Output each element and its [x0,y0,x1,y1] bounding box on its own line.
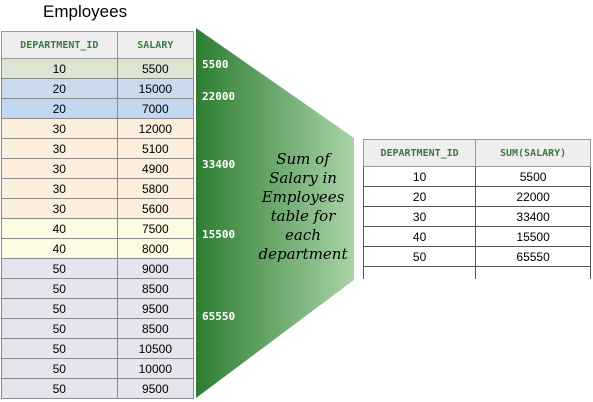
employees-cell-department-id: 20 [2,99,118,119]
arrow-total-dept-10: 5500 [202,58,229,71]
employees-cell-department-id: 50 [2,279,118,299]
employees-row [2,59,194,79]
employees-cell-salary: 8500 [117,279,193,299]
employees-cell-salary: 5600 [117,199,193,219]
employees-row [2,259,194,279]
employees-row [2,219,194,239]
arrow-caption-line: table for [270,207,336,225]
summary-header-department-id: DEPARTMENT_ID [364,140,476,167]
summary-header-row [364,140,591,167]
employees-cell-department-id: 30 [2,199,118,219]
employees-title: Employees [43,2,128,21]
employees-row [2,179,194,199]
arrow-total-dept-20: 22000 [202,90,236,103]
employees-row [2,139,194,159]
employees-cell-salary: 9000 [117,259,193,279]
summary-cell-department-id: 30 [364,207,476,227]
employees-cell-department-id: 20 [2,79,118,99]
employees-cell-salary: 5500 [117,59,193,79]
employees-cell-department-id: 50 [2,319,118,339]
employees-row [2,79,194,99]
employees-table [1,31,194,399]
employees-row [2,319,194,339]
employees-cell-salary: 9500 [117,299,193,319]
employees-row [2,339,194,359]
summary-row [364,207,591,227]
employees-cell-department-id: 40 [2,219,118,239]
summary-table [363,139,591,279]
employees-header-department-id: DEPARTMENT_ID [2,32,118,59]
employees-cell-department-id: 50 [2,379,118,399]
employees-header-row [2,32,194,59]
summary-empty-row [364,267,591,280]
employees-cell-salary: 9500 [117,379,193,399]
summary-header-sum-salary: SUM(SALARY) [476,140,591,167]
employees-row [2,199,194,219]
employees-cell-salary: 7000 [117,99,193,119]
aggregation-arrow [196,28,356,400]
summary-row [364,227,591,247]
employees-cell-salary: 4900 [117,159,193,179]
employees-cell-salary: 8500 [117,319,193,339]
arrow-total-dept-50: 65550 [202,310,236,323]
summary-cell-department-id: 40 [364,227,476,247]
arrow-caption-line: department [258,245,348,263]
summary-cell-sum-salary: 15500 [476,227,591,247]
employees-cell-department-id: 30 [2,139,118,159]
summary-cell-sum-salary: 33400 [476,207,591,227]
employees-cell-department-id: 50 [2,299,118,319]
summary-cell-sum-salary: 22000 [476,187,591,207]
summary-row [364,247,591,267]
employees-cell-salary: 10000 [117,359,193,379]
arrow-caption-line: Salary in [269,169,337,187]
employees-row [2,379,194,399]
employees-cell-salary: 5100 [117,139,193,159]
employees-cell-salary: 12000 [117,119,193,139]
employees-cell-department-id: 30 [2,159,118,179]
arrow-caption-line: Sum of [276,150,330,168]
employees-cell-salary: 8000 [117,239,193,259]
employees-row [2,279,194,299]
employees-cell-department-id: 30 [2,179,118,199]
employees-cell-department-id: 30 [2,119,118,139]
employees-row [2,159,194,179]
employees-cell-salary: 15000 [117,79,193,99]
employees-row [2,299,194,319]
summary-empty-cell [476,267,591,280]
summary-cell-sum-salary: 65550 [476,247,591,267]
employees-header-salary: SALARY [117,32,193,59]
summary-cell-department-id: 50 [364,247,476,267]
arrow-total-dept-40: 15500 [202,228,236,241]
summary-row [364,167,591,187]
employees-cell-salary: 7500 [117,219,193,239]
summary-row [364,187,591,207]
employees-cell-salary: 10500 [117,339,193,359]
employees-cell-department-id: 50 [2,259,118,279]
arrow-total-dept-30: 33400 [202,158,236,171]
summary-cell-department-id: 10 [364,167,476,187]
arrow-caption-line: each [285,226,321,244]
employees-cell-department-id: 10 [2,59,118,79]
summary-cell-sum-salary: 5500 [476,167,591,187]
arrow-caption-line: Employees [261,188,345,206]
employees-row [2,239,194,259]
employees-cell-department-id: 50 [2,339,118,359]
employees-cell-salary: 5800 [117,179,193,199]
employees-row [2,359,194,379]
summary-cell-department-id: 20 [364,187,476,207]
summary-empty-cell [364,267,476,280]
employees-row [2,119,194,139]
employees-cell-department-id: 40 [2,239,118,259]
employees-row [2,99,194,119]
employees-cell-department-id: 50 [2,359,118,379]
